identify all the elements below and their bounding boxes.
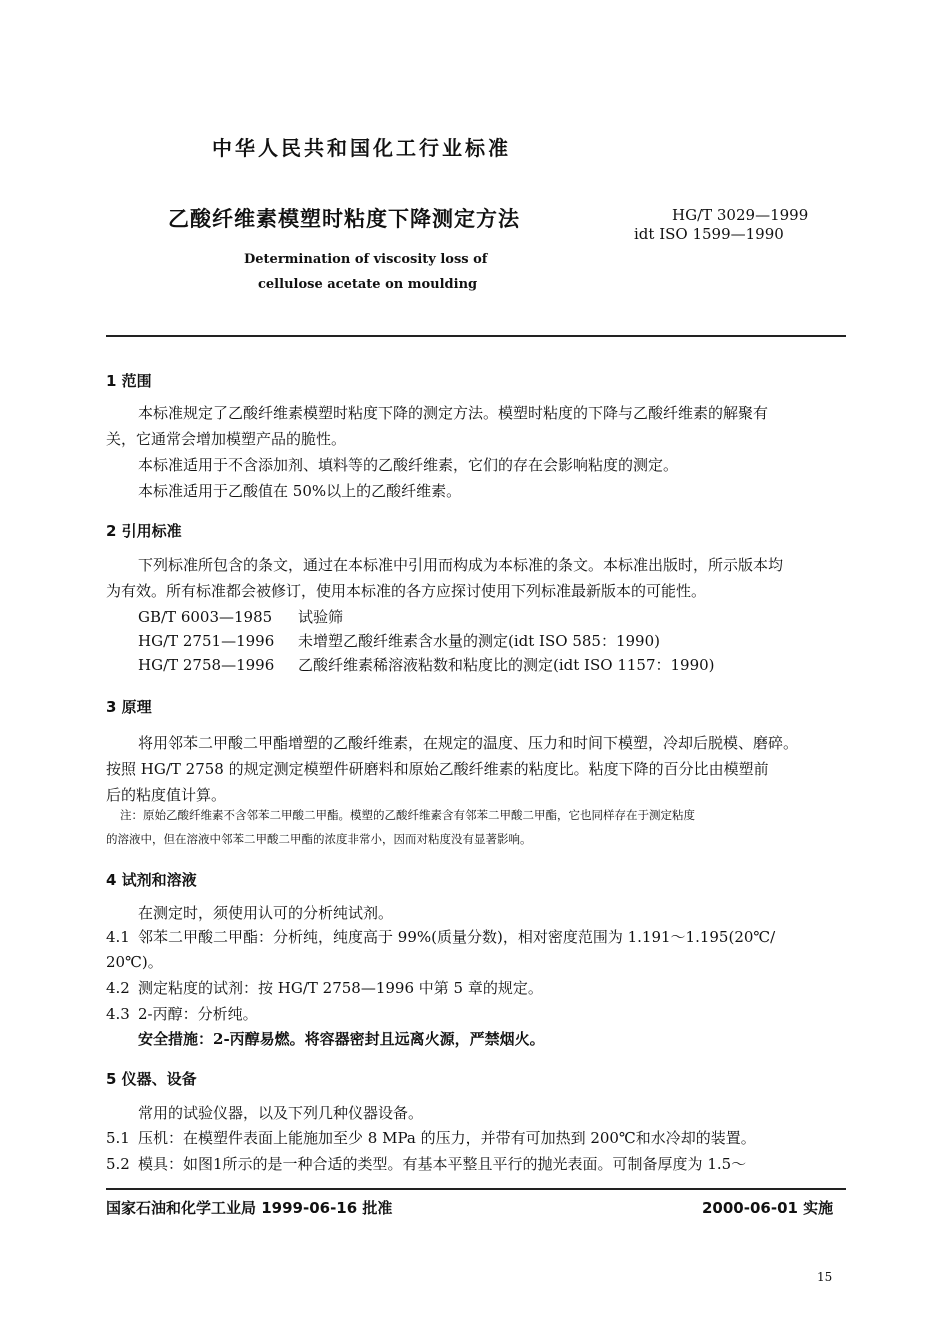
section-3-paragraph-line-1: 将用邻苯二甲酸二甲酯增塑的乙酸纤维素，在规定的温度、压力和时间下模塑，冷却后脱模、磨碎。 bbox=[138, 734, 799, 752]
item-4-1-line-2: 20℃)。 bbox=[106, 953, 163, 971]
reference-title: 乙酸纤维素稀溶液粘数和粘度比的测定(idt ISO 1157：1990) bbox=[298, 656, 715, 674]
section-5-intro: 常用的试验仪器，以及下列几种仪器设备。 bbox=[138, 1104, 424, 1122]
item-4-3-text: 2-丙醇：分析纯。 bbox=[138, 1005, 258, 1023]
section-3-note-line-2: 的溶液中，但在溶液中邻苯二甲酸二甲酯的浓度非常小，因而对粘度没有显著影响。 bbox=[106, 832, 532, 846]
standard-category: 中华人民共和国化工行业标准 bbox=[212, 136, 511, 160]
header-rule bbox=[106, 335, 846, 337]
section-5-heading: 5 仪器、设备 bbox=[106, 1070, 197, 1088]
page-number: 15 bbox=[817, 1270, 833, 1284]
standard-number: HG/T 3029—1999 bbox=[672, 206, 809, 224]
section-1-heading: 1 范围 bbox=[106, 372, 152, 390]
standard-equivalence: idt ISO 1599—1990 bbox=[634, 225, 784, 243]
item-4-2-number: 4.2 bbox=[106, 979, 130, 997]
item-4-1-number: 4.1 bbox=[106, 928, 130, 946]
safety-note bbox=[138, 1030, 545, 1049]
section-1-paragraph-1-line-2: 关，它通常会增加模塑产品的脆性。 bbox=[106, 430, 347, 448]
reference-title: 未增塑乙酸纤维素含水量的测定(idt ISO 585：1990) bbox=[298, 632, 660, 650]
approval-line: 国家石油和化学工业局 1999-06-16 批准 bbox=[106, 1199, 393, 1217]
section-4-heading: 4 试剂和溶液 bbox=[106, 871, 197, 889]
section-1-paragraph-2: 本标准适用于不含添加剂、填料等的乙酸纤维素，它们的存在会影响粘度的测定。 bbox=[138, 456, 679, 474]
document-title: 乙酸纤维素模塑时粘度下降测定方法 bbox=[168, 207, 520, 231]
section-3-paragraph-line-3: 后的粘度值计算。 bbox=[106, 786, 227, 804]
section-4-intro: 在测定时，须使用认可的分析纯试剂。 bbox=[138, 904, 394, 922]
item-5-2-number: 5.2 bbox=[106, 1155, 130, 1173]
safety-label: 安全措施： bbox=[138, 1030, 214, 1048]
section-1-paragraph-3: 本标准适用于乙酸值在 50%以上的乙酸纤维素。 bbox=[138, 482, 462, 500]
section-3-paragraph-line-2: 按照 HG/T 2758 的规定测定模塑件研磨料和原始乙酸纤维素的粘度比。粘度下降的百分比由模塑前 bbox=[106, 760, 769, 778]
section-2-paragraph-line-2: 为有效。所有标准都会被修订，使用本标准的各方应探讨使用下列标准最新版本的可能性。 bbox=[106, 582, 707, 600]
reference-title: 试验筛 bbox=[298, 608, 344, 626]
item-4-2-text: 测定粘度的试剂：按 HG/T 2758—1996 中第 5 章的规定。 bbox=[138, 979, 543, 997]
safety-text: 2-丙醇易燃。将容器密封且远离火源，严禁烟火。 bbox=[213, 1030, 545, 1048]
item-5-1-number: 5.1 bbox=[106, 1129, 130, 1147]
footer-rule bbox=[106, 1188, 846, 1190]
reference-item bbox=[138, 608, 343, 627]
section-3-heading: 3 原理 bbox=[106, 698, 152, 716]
item-4-1-line-1: 邻苯二甲酸二甲酯：分析纯，纯度高于 99%(质量分数)，相对密度范围为 1.191～1.195(20℃/ bbox=[138, 928, 776, 946]
section-2-heading: 2 引用标准 bbox=[106, 522, 182, 540]
reference-code: HG/T 2751—1996 bbox=[138, 632, 275, 650]
reference-item bbox=[138, 632, 660, 651]
section-2-paragraph-line-1: 下列标准所包含的条文，通过在本标准中引用而构成为本标准的条文。本标准出版时，所示版本均 bbox=[138, 556, 784, 574]
english-title-line-1: Determination of viscosity loss of bbox=[244, 252, 488, 267]
item-5-2-text: 模具：如图1所示的是一种合适的类型。有基本平整且平行的抛光表面。可制备厚度为 1.5～ bbox=[138, 1155, 747, 1173]
section-1-paragraph-1-line-1: 本标准规定了乙酸纤维素模塑时粘度下降的测定方法。模塑时粘度的下降与乙酸纤维素的解聚有 bbox=[138, 404, 769, 422]
reference-item bbox=[138, 656, 715, 675]
section-3-note-line-1: 注：原始乙酸纤维素不含邻苯二甲酸二甲酯。模塑的乙酸纤维素含有邻苯二甲酸二甲酯，它也同样存在于测定粘度 bbox=[120, 808, 695, 822]
reference-code: HG/T 2758—1996 bbox=[138, 656, 275, 674]
item-4-3-number: 4.3 bbox=[106, 1005, 130, 1023]
item-5-1-text: 压机：在模塑件表面上能施加至少 8 MPa 的压力，并带有可加热到 200℃和水冷却的装置。 bbox=[138, 1129, 756, 1147]
english-title-line-2: cellulose acetate on moulding bbox=[258, 277, 478, 292]
reference-code: GB/T 6003—1985 bbox=[138, 608, 273, 626]
effective-date: 2000-06-01 实施 bbox=[702, 1199, 834, 1217]
